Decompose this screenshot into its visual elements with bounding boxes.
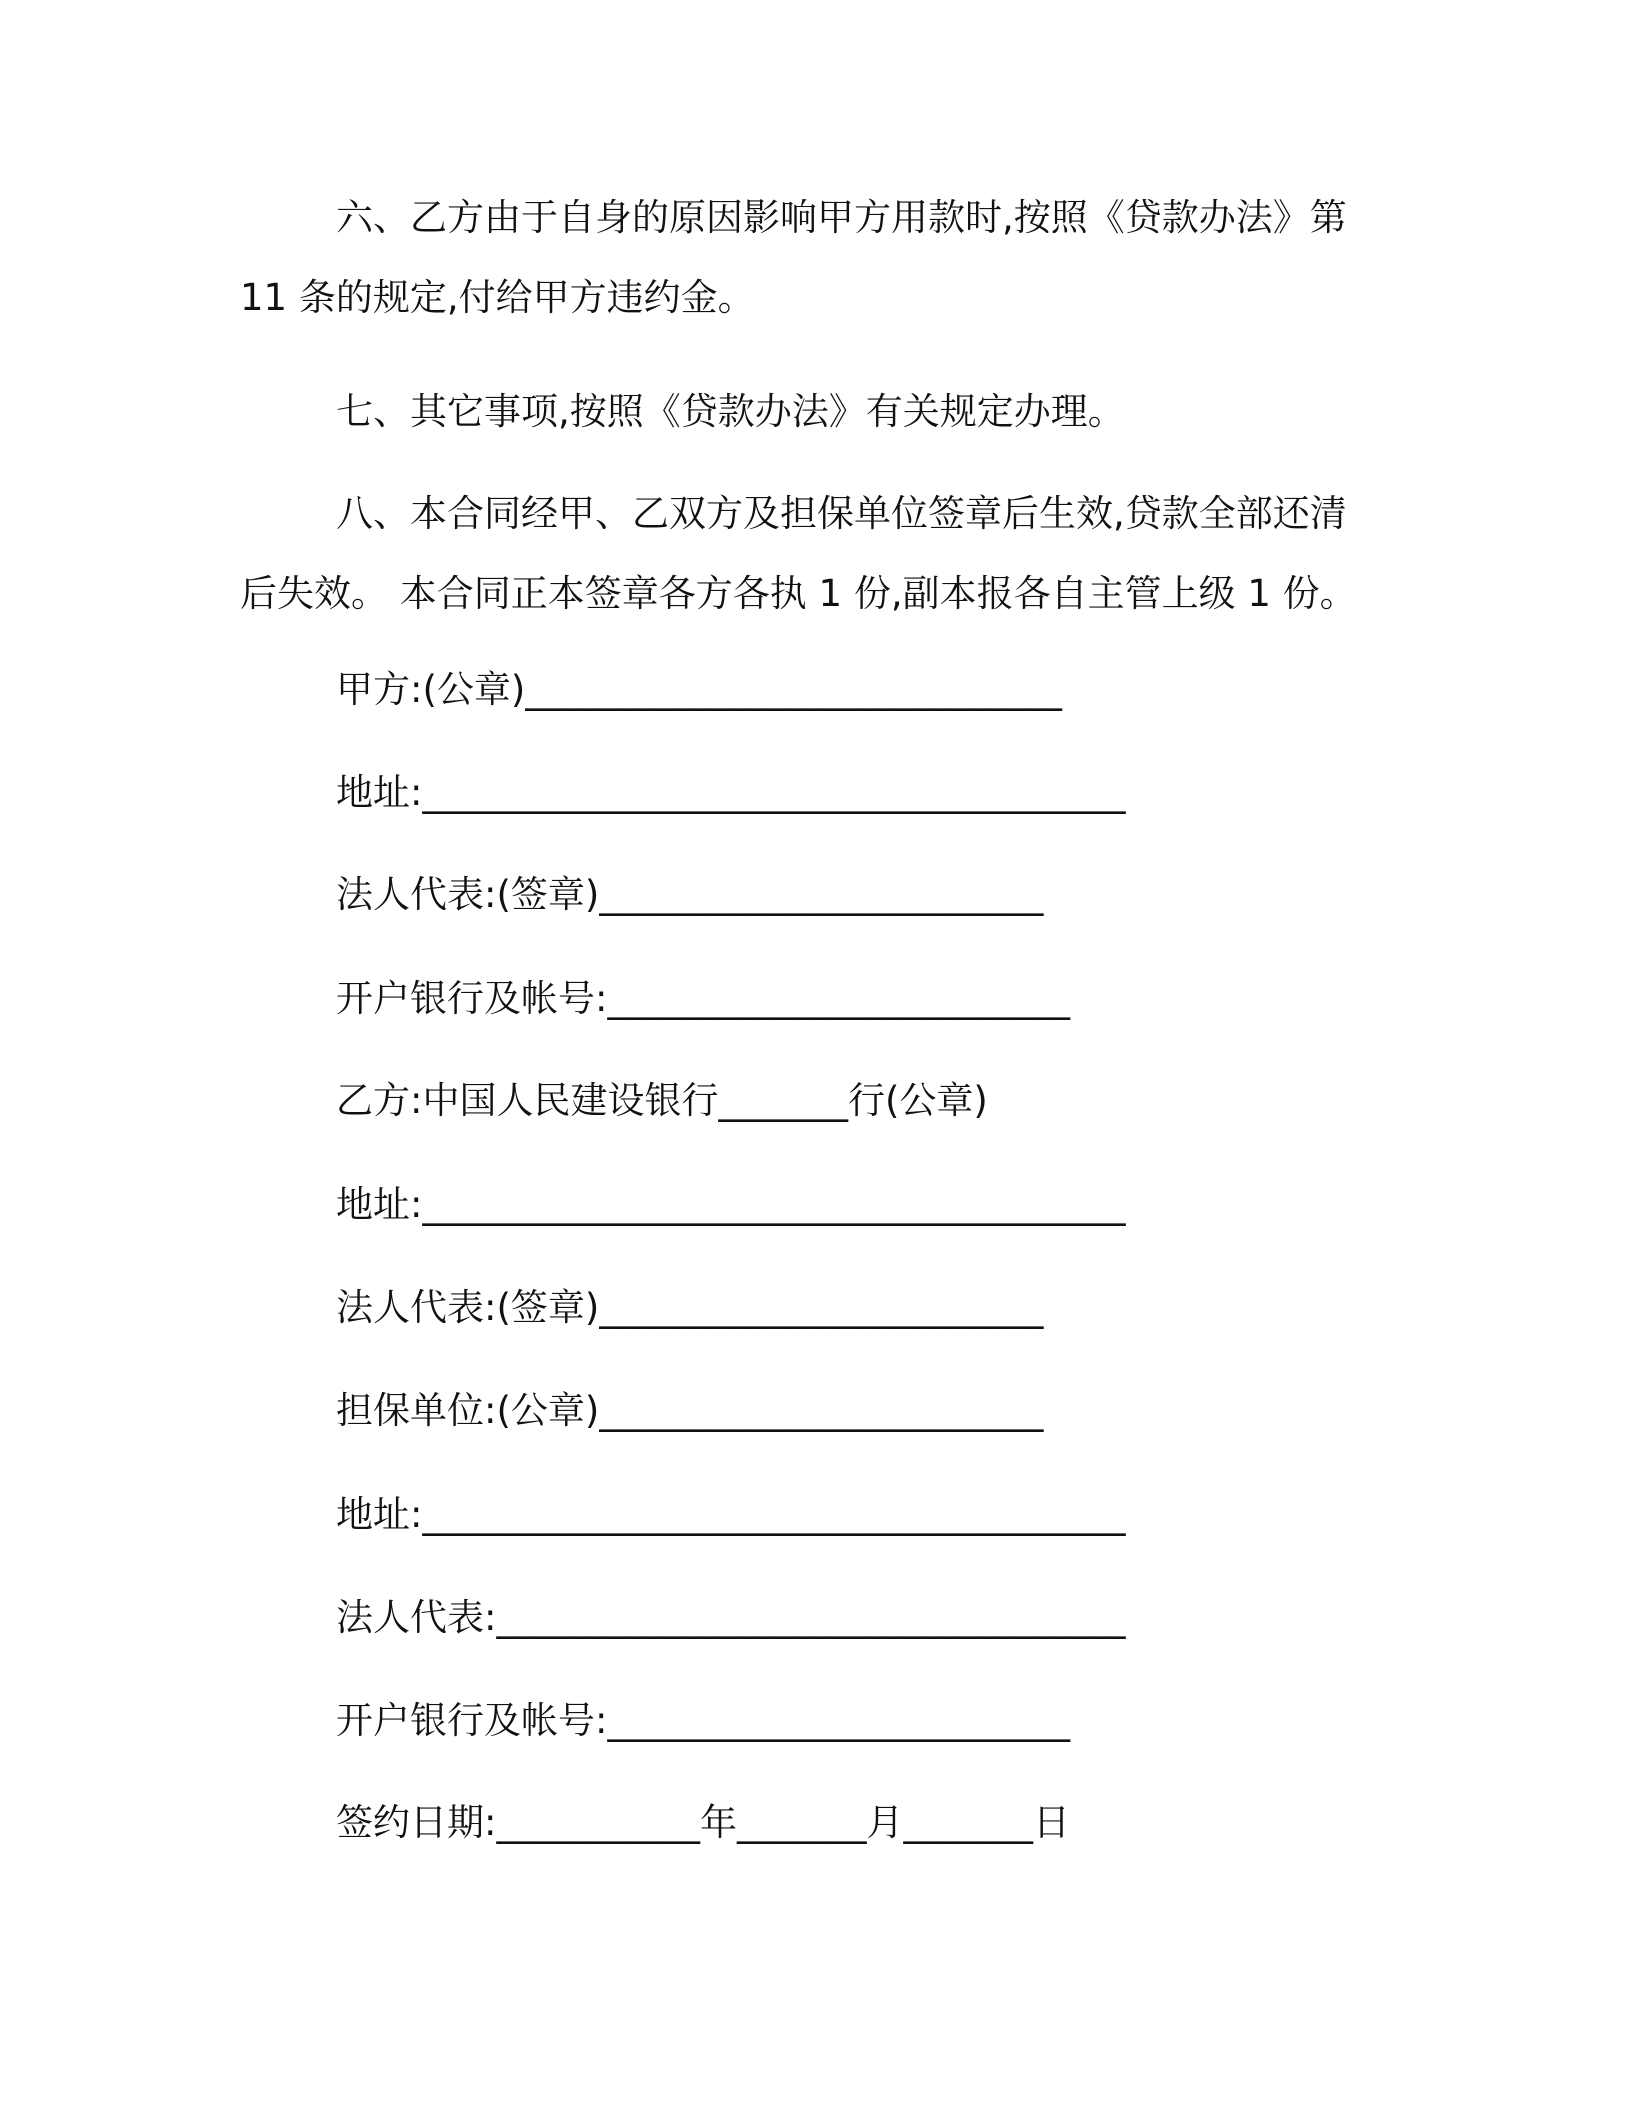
party-a-seal-line: 甲方:(公章)_____________________________: [336, 668, 1062, 711]
guarantor-legal-rep-line: 法人代表:__________________________________: [336, 1596, 1126, 1639]
party-a-legal-rep-line: 法人代表:(签章)________________________: [336, 873, 1044, 916]
clause-eight: 八、本合同经甲、乙双方及担保单位签章后生效,贷款全部还清后失效。 本合同正本签章各方各执 1 份,副本报各自主管上级 1 份。: [240, 492, 1357, 615]
guarantor-address-line: 地址:______________________________________: [336, 1493, 1126, 1536]
party-b-legal-rep-line: 法人代表:(签章)________________________: [336, 1286, 1044, 1329]
guarantor-bank-account-line: 开户银行及帐号:_________________________: [336, 1699, 1070, 1742]
clause-seven: 七、其它事项,按照《贷款办法》有关规定办理。: [336, 390, 1125, 433]
party-a-bank-account-line: 开户银行及帐号:_________________________: [336, 977, 1070, 1020]
party-a-address-line: 地址:______________________________________: [336, 771, 1126, 814]
clause-six: 六、乙方由于自身的原因影响甲方用款时,按照《贷款办法》第11 条的规定,付给甲方违约金。: [240, 196, 1347, 319]
party-b-seal-line: 乙方:中国人民建设银行_______行(公章): [336, 1079, 988, 1122]
party-b-address-line: 地址:______________________________________: [336, 1183, 1126, 1226]
signing-date-line: 签约日期:___________年_______月_______日: [336, 1801, 1070, 1844]
guarantor-seal-line: 担保单位:(公章)________________________: [336, 1389, 1044, 1432]
